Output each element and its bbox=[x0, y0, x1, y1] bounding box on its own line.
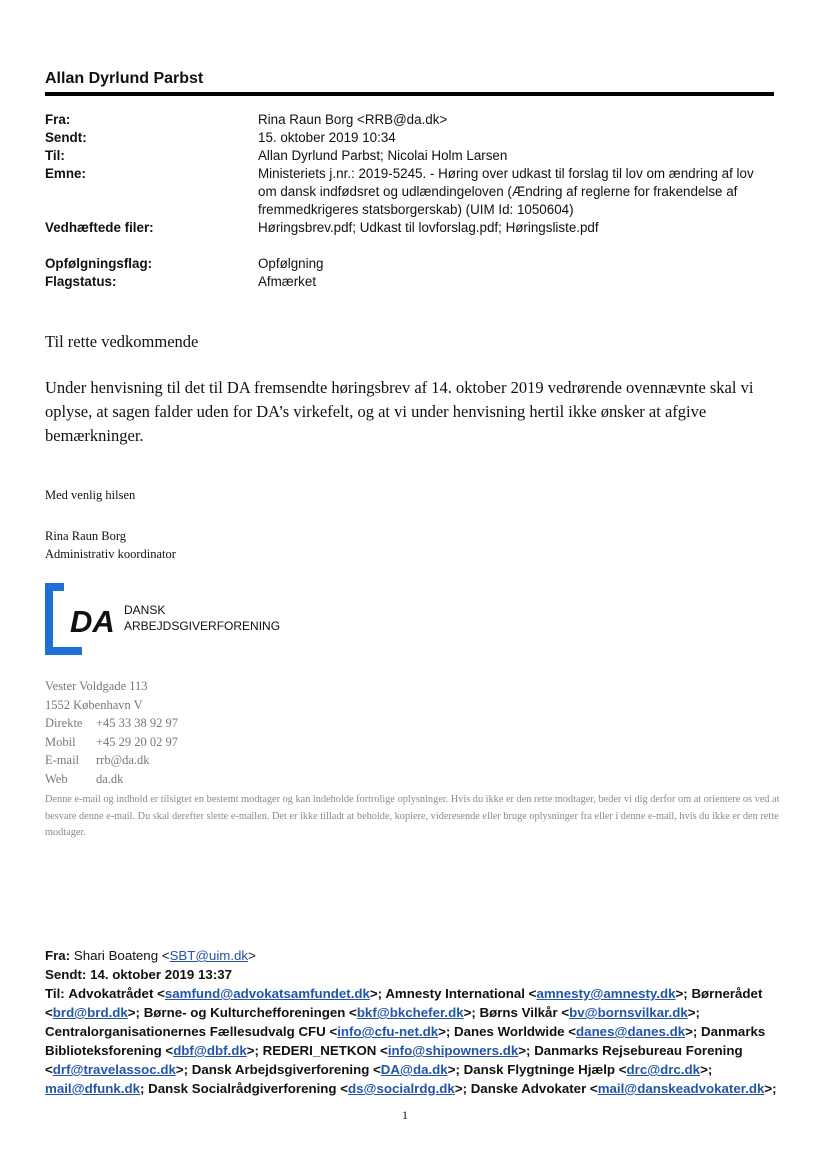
from-label: Fra: bbox=[45, 112, 71, 127]
mobile-row bbox=[45, 733, 178, 752]
closing: Med venlig hilsen bbox=[45, 488, 136, 502]
recipient-separator: ; bbox=[139, 1081, 149, 1096]
recipient-email[interactable]: mail@danskeadvokater.dk bbox=[597, 1081, 765, 1096]
recipient-name: Centralorganisationernes Fællesudvalg CFU < bbox=[45, 1024, 338, 1039]
recipient-email[interactable]: info@cfu-net.dk bbox=[337, 1024, 439, 1039]
fwd-from-close: > bbox=[248, 948, 256, 963]
recipient-separator: >; bbox=[700, 1062, 713, 1077]
recipient-name: Danmarks Biblioteksforening < bbox=[45, 1024, 766, 1058]
followup-value: Opfølgning bbox=[258, 256, 324, 271]
recipient bbox=[45, 1024, 454, 1039]
recipient-separator: >; bbox=[175, 1062, 192, 1077]
from-row bbox=[45, 111, 775, 129]
recipient-name: Danske Advokater < bbox=[470, 1081, 598, 1096]
address-line1: Vester Voldgade 113 bbox=[45, 679, 148, 693]
recipient-separator: >; bbox=[687, 1005, 700, 1020]
recipient bbox=[454, 1024, 701, 1039]
recipient bbox=[471, 1081, 777, 1096]
fwd-recipients bbox=[45, 986, 777, 1096]
flagstatus-value: Afmærket bbox=[258, 274, 317, 289]
to-row bbox=[45, 147, 775, 165]
contact-block bbox=[45, 677, 178, 788]
email-value[interactable]: rrb@da.dk bbox=[96, 753, 150, 767]
fwd-from-label: Fra: bbox=[45, 948, 71, 963]
to-value: Allan Dyrlund Parbst; Nicolai Holm Larsen bbox=[258, 148, 508, 163]
recipient bbox=[148, 1081, 471, 1096]
flagstatus-row bbox=[45, 273, 775, 291]
recipient bbox=[385, 986, 691, 1001]
header-spacer bbox=[45, 237, 775, 255]
fwd-sent-value: 14. oktober 2019 13:37 bbox=[90, 967, 232, 982]
mailbox-owner: Allan Dyrlund Parbst bbox=[45, 70, 204, 87]
recipient-separator: >; bbox=[454, 1081, 471, 1096]
sent-label: Sendt: bbox=[45, 130, 87, 145]
recipient-email[interactable]: bv@bornsvilkar.dk bbox=[569, 1005, 688, 1020]
recipient-separator: >; bbox=[764, 1081, 777, 1096]
recipient-email[interactable]: dbf@dbf.dk bbox=[173, 1043, 247, 1058]
recipient-name: Dansk Flygtninge Hjælp < bbox=[463, 1062, 627, 1077]
recipient-separator: >; bbox=[369, 986, 386, 1001]
attachments-label: Vedhæftede filer: bbox=[45, 220, 154, 235]
recipient-email[interactable]: info@shipowners.dk bbox=[387, 1043, 519, 1058]
message-body: Under henvisning til det til DA fremsendte høringsbrev af 14. oktober 2019 vedrørende ovennævnte skal vi oplyse, at sagen falder uden for DA’s virkefelt, og at vi under henvisning hertil ikke ønsker at afgive bemærkninger. bbox=[45, 378, 754, 445]
disclaimer: Denne e-mail og indhold er tilsigtet en bestemt modtager og kan indeholde fortrolige oplysninger. Hvis du ikke er den rette modtager, beder vi dig derfor om at orientere os ved at besvare denne e-mail. Du skal derefter slette e-mailen. Det er ikke tilladt at beholde, kopiere, videresende eller bruge oplysninger fra eller i denne e-mail, hvis du ikke er den rette modtager. bbox=[45, 794, 780, 838]
recipient-name: Danmarks Rejsebureau Forening < bbox=[45, 1043, 743, 1077]
recipient-name: Børns Vilkår < bbox=[479, 1005, 570, 1020]
fwd-to-label: Til: bbox=[45, 986, 65, 1001]
recipient-name: REDERI_NETKON < bbox=[262, 1043, 388, 1058]
email-row bbox=[45, 751, 178, 770]
recipient-name: Dansk Arbejdsgiverforening < bbox=[191, 1062, 381, 1077]
recipient-email[interactable]: bkf@bkchefer.dk bbox=[356, 1005, 464, 1020]
fwd-sent-label: Sendt: bbox=[45, 967, 87, 982]
page-number: 1 bbox=[402, 1108, 408, 1122]
logo-line1: DANSK bbox=[124, 603, 166, 617]
web-row bbox=[45, 770, 178, 789]
attachments-value[interactable]: Høringsbrev.pdf; Udkast til lovforslag.pdf; Høringsliste.pdf bbox=[258, 220, 599, 235]
recipient-name: Dansk Socialrådgiverforening < bbox=[148, 1081, 348, 1096]
from-value: Rina Raun Borg <RRB@da.dk> bbox=[258, 112, 448, 127]
logo-mark: DA bbox=[70, 604, 115, 639]
fwd-from-row bbox=[45, 946, 785, 965]
recipient bbox=[144, 1005, 480, 1020]
recipient-name: Advokatrådet < bbox=[68, 986, 165, 1001]
sent-row bbox=[45, 129, 775, 147]
sent-value: 15. oktober 2019 10:34 bbox=[258, 130, 396, 145]
recipient-email[interactable]: ds@socialrdg.dk bbox=[348, 1081, 455, 1096]
recipient bbox=[45, 1081, 148, 1096]
followup-row bbox=[45, 255, 775, 273]
greeting: Til rette vedkommende bbox=[45, 332, 199, 351]
flagstatus-label: Flagstatus: bbox=[45, 274, 117, 289]
direct-row bbox=[45, 714, 178, 733]
recipient-separator: >; bbox=[447, 1062, 464, 1077]
direct-label: Direkte bbox=[45, 716, 83, 730]
attachments-row bbox=[45, 219, 775, 237]
recipient bbox=[263, 1043, 535, 1058]
recipient-email[interactable]: DA@da.dk bbox=[380, 1062, 448, 1077]
recipient-email[interactable]: samfund@advokatsamfundet.dk bbox=[164, 986, 370, 1001]
email-label: E-mail bbox=[45, 753, 80, 767]
recipient-separator: >; bbox=[463, 1005, 480, 1020]
signer-title: Administrativ koordinator bbox=[45, 547, 176, 561]
recipient-separator: >; bbox=[518, 1043, 535, 1058]
da-logo bbox=[42, 580, 281, 658]
recipient-separator: >; bbox=[675, 986, 692, 1001]
mobile-label: Mobil bbox=[45, 734, 76, 749]
forwarded-header bbox=[45, 946, 785, 1098]
signature bbox=[45, 527, 176, 563]
recipient-separator: >; bbox=[685, 1024, 701, 1039]
web-value[interactable]: da.dk bbox=[96, 771, 124, 786]
logo-line2: ARBEJDSGIVERFORENING bbox=[124, 619, 281, 633]
recipient-name: Danes Worldwide < bbox=[454, 1024, 577, 1039]
to-label: Til: bbox=[45, 148, 65, 163]
header-rule bbox=[45, 92, 774, 96]
recipient-name: Børne- og Kulturchefforeningen < bbox=[143, 1005, 357, 1020]
direct-value: +45 33 38 92 97 bbox=[96, 716, 179, 730]
recipient bbox=[192, 1062, 464, 1077]
recipient-email[interactable]: brd@brd.dk bbox=[52, 1005, 128, 1020]
recipient bbox=[68, 986, 385, 1001]
subject-value: Ministeriets j.nr.: 2019-5245. - Høring over udkast til forslag til lov om ændring af lov om dansk indfødsret og udlændingeloven (Ændring af reglerne for frakendelse af fremmedkrigeres statsborgerskab) (UIM Id: 1050604) bbox=[258, 166, 754, 217]
fwd-sent-row bbox=[45, 965, 785, 984]
recipient-separator: >; bbox=[127, 1005, 144, 1020]
recipient-email[interactable]: drf@travelassoc.dk bbox=[52, 1062, 176, 1077]
followup-label: Opfølgningsflag: bbox=[45, 256, 153, 271]
subject-label: Emne: bbox=[45, 166, 86, 181]
web-label: Web bbox=[45, 771, 68, 786]
recipient-separator: >; bbox=[438, 1024, 454, 1039]
recipient bbox=[464, 1062, 713, 1077]
signer-name: Rina Raun Borg bbox=[45, 529, 127, 543]
recipient-email[interactable]: danes@danes.dk bbox=[576, 1024, 686, 1039]
recipient-separator: >; bbox=[246, 1043, 263, 1058]
recipient bbox=[480, 1005, 700, 1020]
address-line2: 1552 København V bbox=[45, 697, 143, 712]
email-header bbox=[45, 111, 775, 291]
fwd-to-row bbox=[45, 984, 785, 1098]
fwd-from-name: Shari Boateng < bbox=[73, 948, 170, 963]
fwd-from-email[interactable]: SBT@uim.dk bbox=[169, 948, 249, 963]
subject-row bbox=[45, 165, 775, 219]
recipient-name: Amnesty International < bbox=[385, 986, 537, 1001]
recipient-name: Børnerådet < bbox=[45, 986, 763, 1020]
recipient-email[interactable]: amnesty@amnesty.dk bbox=[536, 986, 676, 1001]
recipient-email[interactable]: mail@dfunk.dk bbox=[45, 1081, 140, 1096]
recipient-email[interactable]: drc@drc.dk bbox=[626, 1062, 701, 1077]
mobile-value: +45 29 20 02 97 bbox=[96, 734, 179, 749]
